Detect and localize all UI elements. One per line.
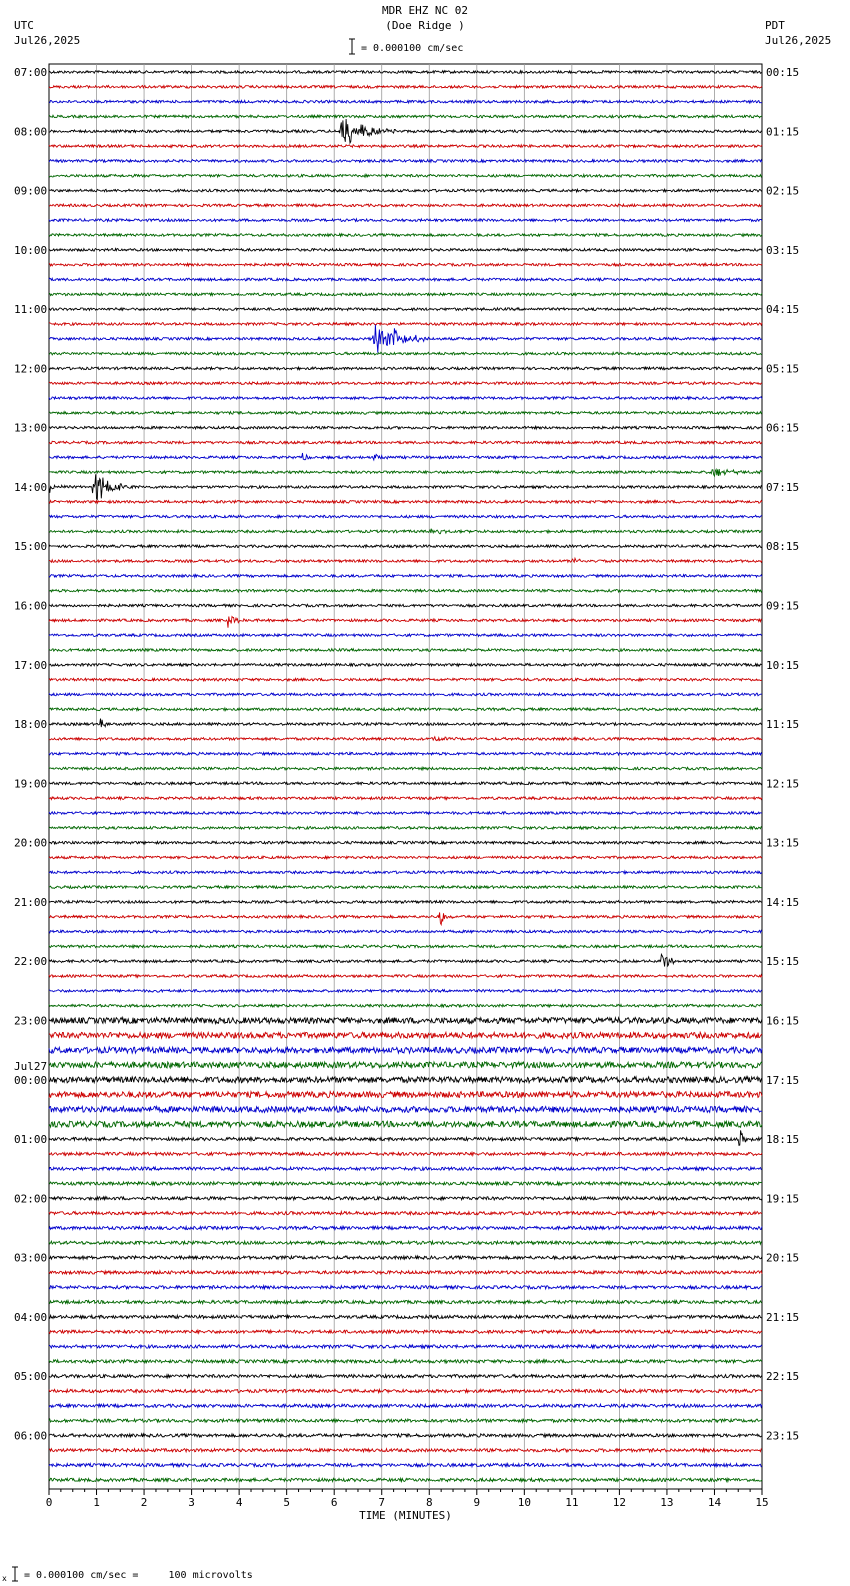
trace-row-0: [49, 71, 762, 74]
trace-row-1: [49, 86, 762, 89]
trace-row-89: [49, 1389, 762, 1392]
trace-row-91: [49, 1419, 762, 1422]
trace-row-79: [49, 1241, 762, 1244]
left-date-label-17: Jul27: [14, 1059, 48, 1073]
left-hour-label-19: 02:00: [14, 1192, 48, 1206]
trace-row-82: [49, 1286, 762, 1289]
left-hour-label-3: 10:00: [14, 243, 48, 257]
trace-row-87: [49, 1360, 762, 1363]
x-tick-label-6: 6: [330, 1496, 338, 1509]
trace-row-44: [49, 719, 762, 728]
trace-row-30: [49, 515, 762, 518]
left-date: Jul26,2025: [14, 34, 81, 47]
right-hour-label-16: 16:15: [766, 1014, 800, 1028]
left-hour-label-6: 13:00: [14, 421, 48, 435]
right-hour-label-5: 05:15: [766, 362, 800, 376]
right-hour-label-1: 01:15: [766, 125, 800, 139]
right-hour-label-13: 13:15: [766, 836, 800, 850]
left-hour-label-5: 12:00: [14, 362, 48, 376]
right-hour-label-23: 23:15: [766, 1429, 800, 1443]
trace-row-9: [49, 204, 762, 207]
left-hour-label-17: 00:00: [14, 1073, 48, 1087]
trace-row-20: [49, 367, 762, 370]
trace-row-85: [49, 1330, 762, 1333]
trace-row-22: [49, 397, 762, 400]
left-hour-label-10: 17:00: [14, 658, 48, 672]
trace-row-86: [49, 1345, 762, 1348]
trace-row-15: [49, 293, 762, 296]
trace-row-80: [49, 1256, 762, 1259]
trace-row-58: [49, 930, 762, 933]
trace-row-55: [49, 886, 762, 889]
right-hour-label-11: 11:15: [766, 718, 800, 732]
trace-row-21: [49, 382, 762, 385]
trace-row-56: [49, 901, 762, 904]
trace-row-93: [49, 1449, 762, 1452]
left-hour-label-2: 09:00: [14, 184, 48, 198]
left-hour-label-14: 21:00: [14, 895, 48, 909]
right-hour-label-17: 17:15: [766, 1073, 800, 1087]
trace-row-51: [49, 827, 762, 830]
right-hour-label-14: 14:15: [766, 895, 800, 909]
trace-row-49: [49, 797, 762, 800]
trace-row-2: [49, 100, 762, 103]
trace-row-10: [49, 219, 762, 222]
trace-row-71: [49, 1121, 762, 1127]
trace-row-69: [49, 1092, 762, 1098]
left-hour-label-8: 15:00: [14, 540, 48, 554]
left-hour-label-21: 04:00: [14, 1310, 48, 1324]
trace-row-24: [49, 426, 762, 429]
trace-row-72: [49, 1130, 762, 1145]
left-hour-label-15: 22:00: [14, 955, 48, 969]
trace-row-76: [49, 1197, 762, 1200]
right-hour-label-22: 22:15: [766, 1370, 800, 1384]
right-hour-label-20: 20:15: [766, 1251, 800, 1265]
trace-row-67: [49, 1062, 762, 1068]
trace-row-26: [49, 453, 762, 460]
trace-row-31: [49, 529, 762, 533]
trace-row-29: [49, 501, 762, 504]
right-hour-label-7: 07:15: [766, 480, 800, 494]
x-axis-label: TIME (MINUTES): [359, 1509, 452, 1522]
trace-row-34: [49, 575, 762, 578]
trace-row-81: [49, 1271, 762, 1274]
trace-row-48: [49, 782, 762, 785]
x-tick-label-3: 3: [188, 1496, 195, 1509]
station-name: (Doe Ridge ): [385, 19, 465, 32]
x-tick-label-2: 2: [140, 1496, 148, 1509]
left-hour-label-7: 14:00: [14, 480, 48, 494]
station-line: MDR EHZ NC 02: [381, 4, 469, 17]
trace-row-23: [49, 412, 762, 415]
trace-row-35: [49, 589, 762, 592]
right-hour-label-15: 15:15: [766, 955, 800, 969]
right-hour-label-2: 02:15: [766, 184, 800, 198]
trace-row-54: [49, 871, 762, 874]
x-tick-label-11: 11: [565, 1496, 579, 1509]
trace-row-19: [49, 352, 762, 355]
trace-row-39: [49, 649, 762, 652]
trace-row-3: [49, 115, 762, 118]
trace-row-94: [49, 1464, 762, 1467]
left-hour-label-13: 20:00: [14, 836, 48, 850]
footer-mark: x: [2, 1574, 7, 1583]
trace-row-43: [49, 708, 762, 711]
left-hour-label-12: 19:00: [14, 777, 48, 791]
trace-row-18: [49, 325, 762, 353]
x-tick-label-9: 9: [473, 1496, 481, 1509]
trace-row-50: [49, 812, 762, 815]
trace-row-27: [49, 469, 762, 476]
right-hour-label-12: 12:15: [766, 777, 800, 791]
trace-row-59: [49, 945, 762, 948]
scale-label: = 0.000100 cm/sec: [361, 43, 464, 54]
x-tick-label-1: 1: [93, 1496, 100, 1509]
trace-row-6: [49, 160, 762, 163]
x-tick-label-14: 14: [707, 1496, 722, 1509]
left-hour-label-23: 06:00: [14, 1429, 48, 1443]
trace-row-73: [49, 1152, 762, 1155]
trace-row-12: [49, 249, 762, 252]
trace-row-36: [49, 604, 762, 607]
trace-row-25: [49, 441, 762, 444]
right-hour-label-4: 04:15: [766, 303, 800, 317]
left-hour-label-4: 11:00: [14, 303, 48, 317]
trace-row-83: [49, 1301, 762, 1304]
x-tick-label-0: 0: [45, 1496, 53, 1509]
trace-row-13: [49, 263, 762, 266]
trace-row-64: [49, 1018, 762, 1024]
right-hour-label-3: 03:15: [766, 243, 800, 257]
trace-row-46: [49, 752, 762, 755]
trace-row-7: [49, 174, 762, 177]
left-hour-label-1: 08:00: [14, 125, 48, 139]
left-timezone: UTC: [14, 19, 34, 32]
left-hour-label-9: 16:00: [14, 599, 48, 613]
trace-row-33: [49, 558, 762, 562]
trace-row-78: [49, 1226, 762, 1229]
trace-row-45: [49, 737, 762, 741]
trace-row-16: [49, 308, 762, 311]
trace-row-53: [49, 856, 762, 859]
trace-row-90: [49, 1404, 762, 1407]
trace-row-57: [49, 912, 762, 924]
trace-row-40: [49, 664, 762, 667]
trace-row-68: [49, 1077, 762, 1083]
x-tick-label-12: 12: [612, 1496, 627, 1509]
trace-row-4: [49, 119, 762, 143]
trace-row-5: [49, 145, 762, 148]
trace-row-74: [49, 1167, 762, 1170]
trace-row-61: [49, 975, 762, 978]
trace-row-88: [49, 1375, 762, 1378]
trace-row-84: [49, 1315, 762, 1318]
trace-row-62: [49, 990, 762, 993]
x-tick-label-4: 4: [235, 1496, 243, 1509]
left-hour-label-16: 23:00: [14, 1014, 48, 1028]
trace-row-52: [49, 841, 762, 844]
trace-row-42: [49, 693, 762, 696]
x-tick-label-13: 13: [660, 1496, 674, 1509]
trace-row-14: [49, 278, 762, 281]
trace-row-70: [49, 1106, 762, 1112]
trace-row-11: [49, 234, 762, 237]
trace-row-28: [49, 474, 762, 499]
trace-row-65: [49, 1032, 762, 1038]
right-hour-label-10: 10:15: [766, 658, 800, 672]
x-tick-label-7: 7: [378, 1496, 386, 1509]
trace-row-17: [49, 323, 762, 326]
left-hour-label-18: 01:00: [14, 1133, 48, 1147]
right-hour-label-18: 18:15: [766, 1133, 800, 1147]
x-tick-label-15: 15: [755, 1496, 769, 1509]
left-hour-label-22: 05:00: [14, 1370, 48, 1384]
trace-row-66: [49, 1047, 762, 1053]
footer-scale-label: = 0.000100 cm/sec = 100 microvolts: [24, 1570, 253, 1581]
x-tick-label-5: 5: [283, 1496, 290, 1509]
right-hour-label-8: 08:15: [766, 540, 800, 554]
right-hour-label-6: 06:15: [766, 421, 800, 435]
right-date: Jul26,2025: [765, 34, 832, 47]
trace-row-41: [49, 678, 762, 681]
x-tick-label-8: 8: [425, 1496, 433, 1509]
trace-row-95: [49, 1478, 762, 1481]
trace-row-60: [49, 954, 762, 966]
trace-row-92: [49, 1434, 762, 1437]
trace-row-37: [49, 617, 762, 628]
x-tick-label-10: 10: [517, 1496, 531, 1509]
trace-row-8: [49, 189, 762, 192]
footer-scale-bar-icon: [11, 1566, 19, 1582]
left-hour-label-0: 07:00: [14, 66, 48, 79]
right-hour-label-0: 00:15: [766, 66, 800, 79]
trace-row-77: [49, 1212, 762, 1215]
trace-row-75: [49, 1182, 762, 1185]
trace-row-47: [49, 767, 762, 770]
right-hour-label-19: 19:15: [766, 1192, 800, 1206]
trace-row-32: [49, 545, 762, 548]
right-hour-label-9: 09:15: [766, 599, 800, 613]
trace-row-63: [49, 1004, 762, 1007]
left-hour-label-20: 03:00: [14, 1251, 48, 1265]
right-timezone: PDT: [765, 19, 785, 32]
right-hour-label-21: 21:15: [766, 1310, 800, 1324]
trace-row-38: [49, 634, 762, 637]
left-hour-label-11: 18:00: [14, 718, 48, 732]
